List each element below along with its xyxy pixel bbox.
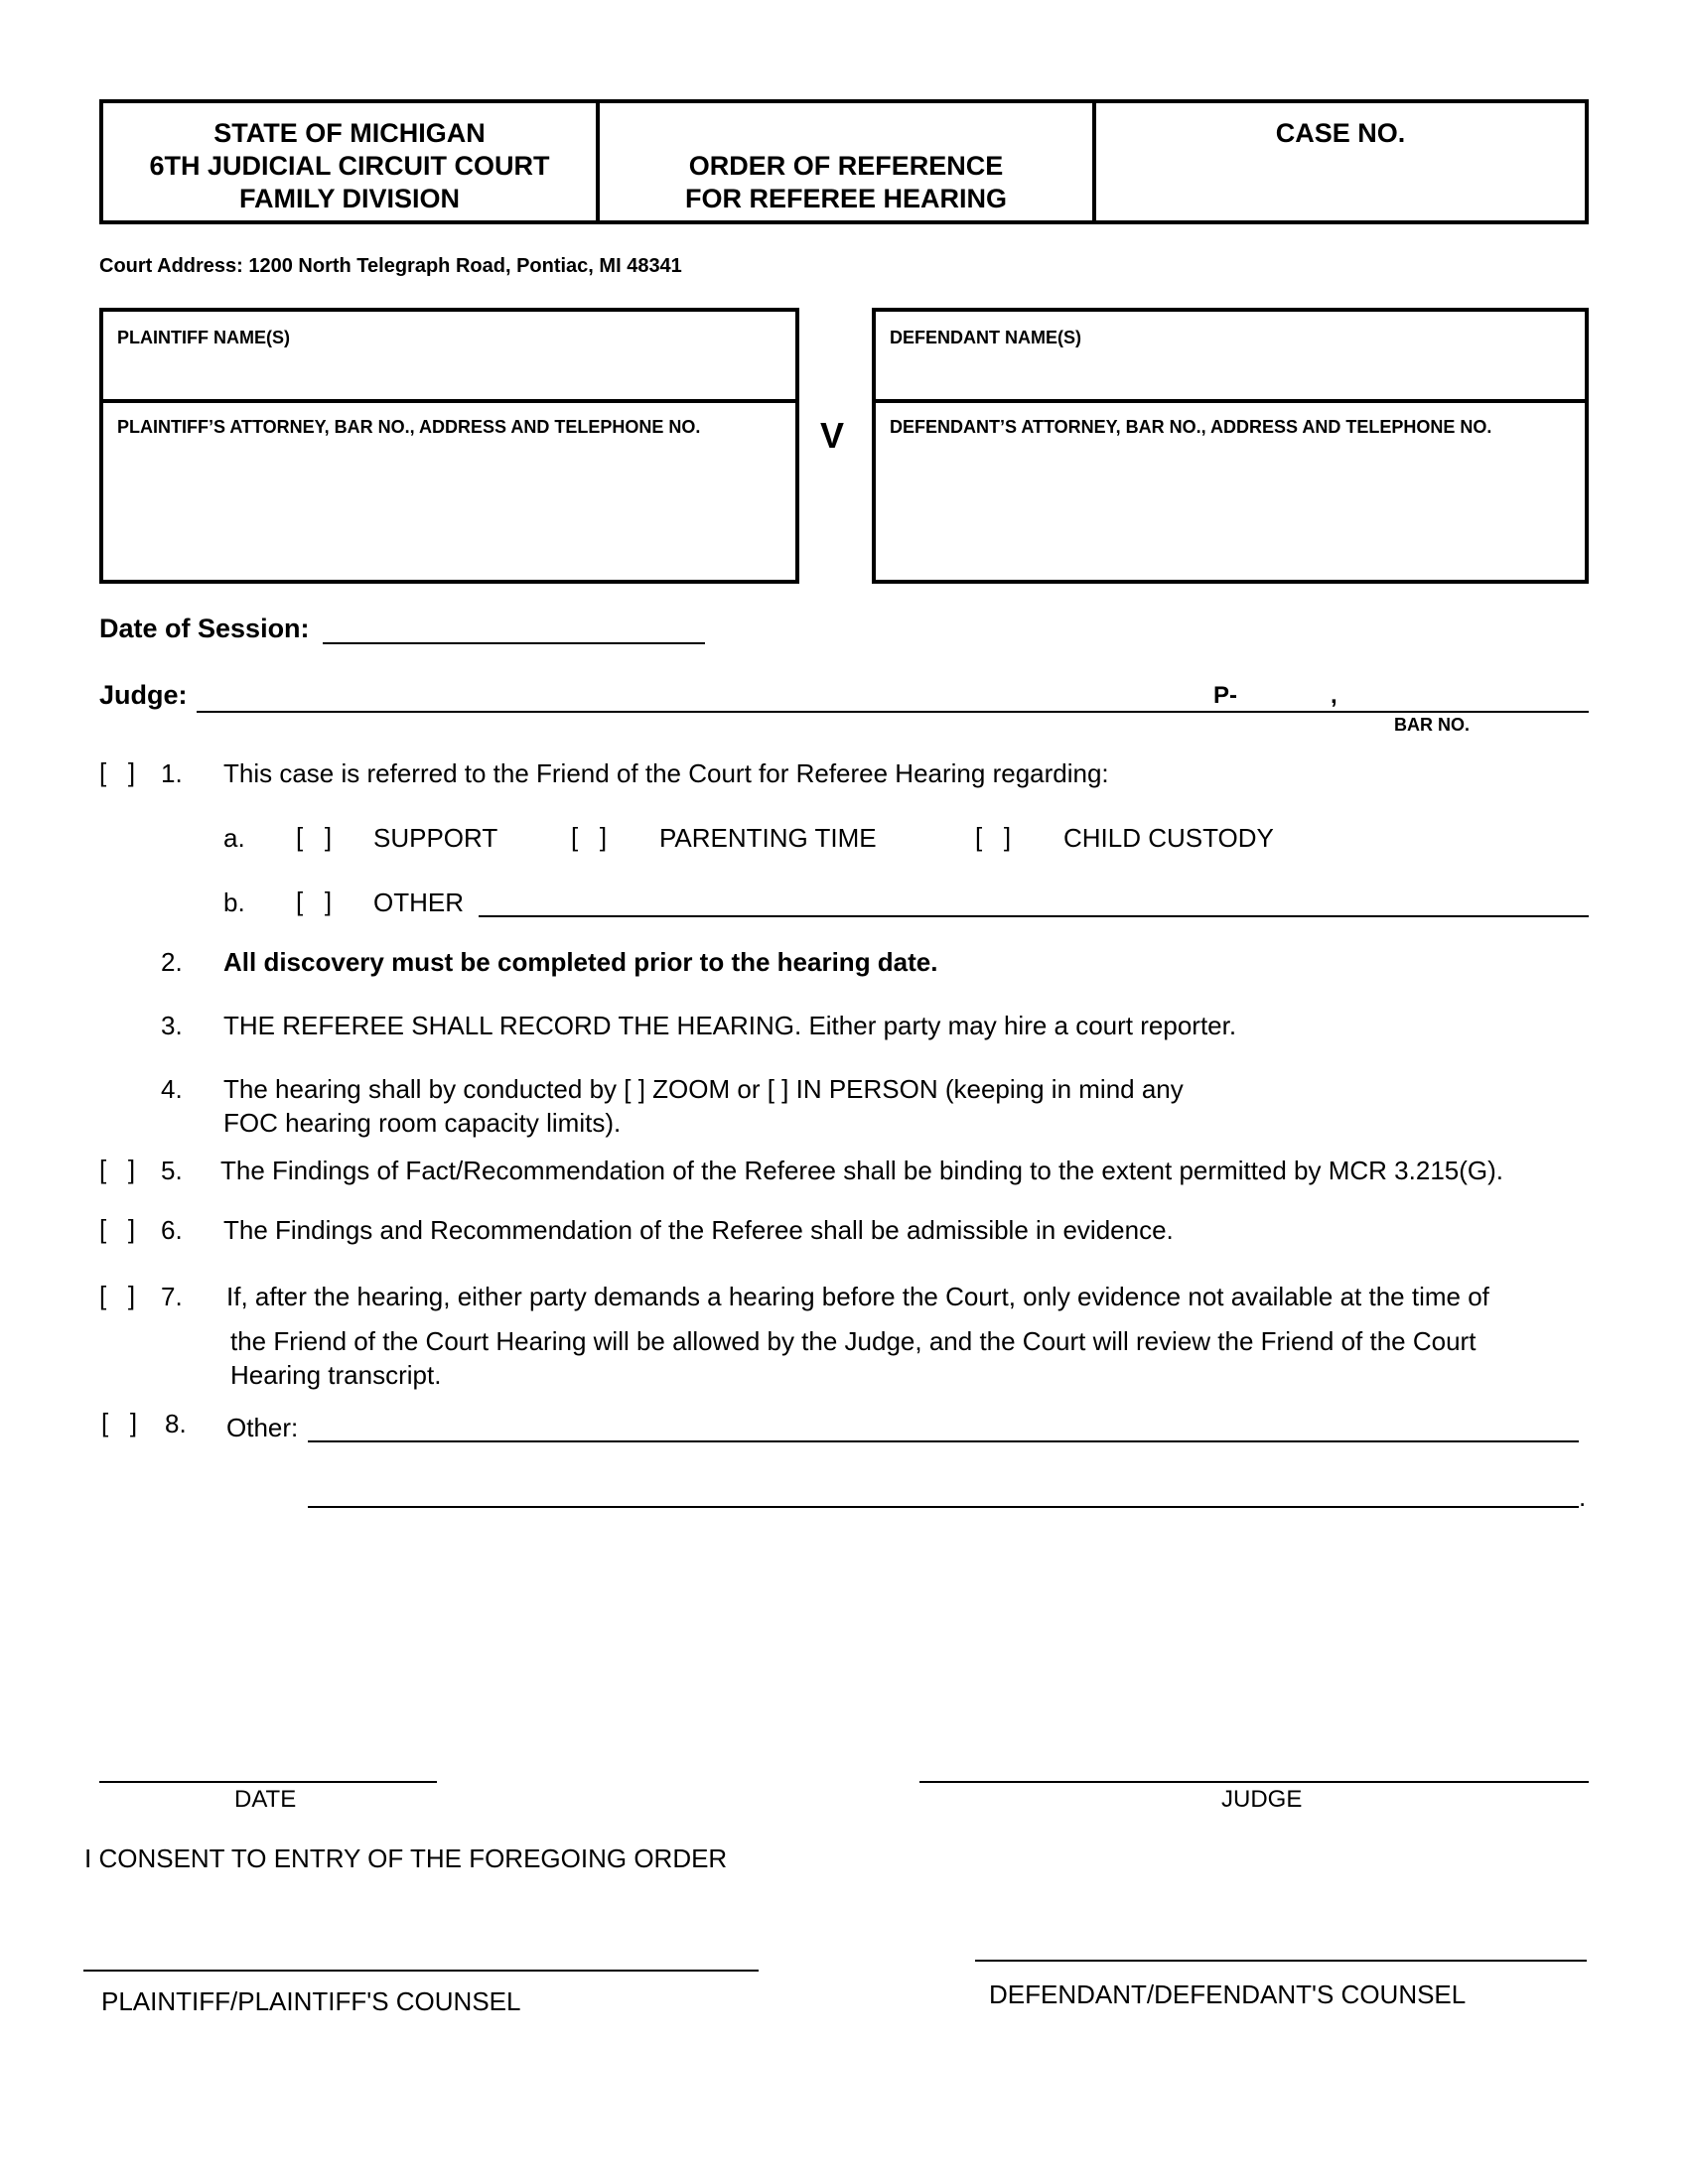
item5-number: 5. <box>161 1156 183 1185</box>
item1-number: 1. <box>161 758 183 788</box>
court-division: FAMILY DIVISION <box>238 184 461 213</box>
plaintiff-name-field[interactable] <box>103 312 795 403</box>
case-no-label: CASE NO. <box>1275 118 1406 148</box>
item6-checkbox[interactable]: [ ] <box>99 1214 136 1244</box>
defendant-counsel-label: DEFENDANT/DEFENDANT'S COUNSEL <box>989 1979 1467 2009</box>
plaintiff-attorney-label: PLAINTIFF’S ATTORNEY, BAR NO., ADDRESS AND TELEPHONE NO. <box>117 417 701 437</box>
item2-text: All discovery must be completed prior to the hearing date. <box>223 947 938 977</box>
defendant-attorney-label: DEFENDANT’S ATTORNEY, BAR NO., ADDRESS AND TELEPHONE NO. <box>890 417 1492 437</box>
court-cell <box>103 103 600 220</box>
item4-text-line1: The hearing shall by conducted by [ ] ZOOM or [ ] IN PERSON (keeping in mind any <box>223 1074 1184 1104</box>
child-custody-checkbox[interactable]: [ ] <box>975 822 1012 852</box>
item1-text: This case is referred to the Friend of the Court for Referee Hearing regarding: <box>223 758 1109 788</box>
versus-label: V <box>820 415 845 456</box>
form-title-line2: FOR REFEREE HEARING <box>684 184 1008 213</box>
item7-text-line3: Hearing transcript. <box>230 1360 442 1390</box>
item1a-label: a. <box>223 823 245 853</box>
plaintiff-name-label: PLAINTIFF NAME(S) <box>117 328 290 347</box>
header-box <box>99 99 1589 224</box>
item7-number: 7. <box>161 1282 183 1311</box>
p-number-prefix: P- <box>1213 682 1237 709</box>
judge-signature-label: JUDGE <box>1221 1786 1303 1813</box>
form-title-line1: ORDER OF REFERENCE <box>688 151 1004 181</box>
defendant-attorney-field[interactable] <box>876 403 1585 580</box>
item3-text: THE REFEREE SHALL RECORD THE HEARING. Either party may hire a court reporter. <box>223 1011 1237 1040</box>
date-of-session-field[interactable] <box>323 642 705 644</box>
plaintiff-counsel-label: PLAINTIFF/PLAINTIFF'S COUNSEL <box>101 1986 521 2016</box>
item1-checkbox[interactable]: [ ] <box>99 757 136 787</box>
judge-label: Judge: <box>99 680 188 710</box>
item8-other-field-line1[interactable] <box>308 1440 1579 1442</box>
judge-signature-line[interactable] <box>919 1781 1589 1783</box>
defendant-box <box>872 308 1589 584</box>
parenting-time-checkbox[interactable]: [ ] <box>571 822 608 852</box>
defendant-name-label: DEFENDANT NAME(S) <box>890 328 1081 347</box>
item5-text: The Findings of Fact/Recommendation of the Referee shall be binding to the extent permitted by MCR 3.215(G). <box>220 1156 1504 1185</box>
title-cell <box>600 103 1096 220</box>
date-of-session-label: Date of Session: <box>99 614 310 643</box>
item8-period: . <box>1579 1482 1587 1512</box>
child-custody-label: CHILD CUSTODY <box>1063 823 1274 853</box>
support-label: SUPPORT <box>373 823 498 853</box>
item7-text-line2: the Friend of the Court Hearing will be allowed by the Judge, and the Court will review the Friend of the Court <box>230 1326 1477 1356</box>
bar-comma: , <box>1331 682 1337 709</box>
court-address: Court Address: 1200 North Telegraph Road, Pontiac, MI 48341 <box>99 255 682 277</box>
date-signature-line[interactable] <box>99 1781 437 1783</box>
support-checkbox[interactable]: [ ] <box>296 822 333 852</box>
item6-text: The Findings and Recommendation of the Referee shall be admissible in evidence. <box>223 1215 1174 1245</box>
parenting-time-label: PARENTING TIME <box>659 823 877 853</box>
plaintiff-signature-line[interactable] <box>83 1970 759 1972</box>
other-b-field[interactable] <box>479 915 1589 917</box>
item8-number: 8. <box>165 1409 187 1438</box>
court-circuit: 6TH JUDICIAL CIRCUIT COURT <box>149 151 550 181</box>
item3-number: 3. <box>161 1011 183 1040</box>
item8-other-label: Other: <box>226 1413 299 1442</box>
item7-text-line1: If, after the hearing, either party demands a hearing before the Court, only evidence not available at the time of <box>226 1282 1489 1311</box>
date-signature-label: DATE <box>234 1786 297 1813</box>
item6-number: 6. <box>161 1215 183 1245</box>
case-no-cell[interactable] <box>1096 103 1585 220</box>
item5-checkbox[interactable]: [ ] <box>99 1155 136 1184</box>
court-state: STATE OF MICHIGAN <box>213 118 486 148</box>
defendant-signature-line[interactable] <box>975 1960 1587 1962</box>
plaintiff-attorney-field[interactable] <box>103 403 795 580</box>
item4-text-line2: FOC hearing room capacity limits). <box>223 1108 622 1138</box>
item2-number: 2. <box>161 947 183 977</box>
item1b-label: b. <box>223 887 245 917</box>
other-b-label: OTHER <box>373 887 464 917</box>
plaintiff-box <box>99 308 799 584</box>
item4-number: 4. <box>161 1074 183 1104</box>
item8-other-field-line2[interactable] <box>308 1506 1579 1508</box>
item7-checkbox[interactable]: [ ] <box>99 1281 136 1310</box>
judge-name-field[interactable] <box>197 711 1589 713</box>
item8-checkbox[interactable]: [ ] <box>101 1408 138 1437</box>
defendant-name-field[interactable] <box>876 312 1585 403</box>
consent-statement: I CONSENT TO ENTRY OF THE FOREGOING ORDER <box>84 1843 728 1873</box>
other-b-checkbox[interactable]: [ ] <box>296 887 333 916</box>
bar-no-label: BAR NO. <box>1394 715 1470 735</box>
